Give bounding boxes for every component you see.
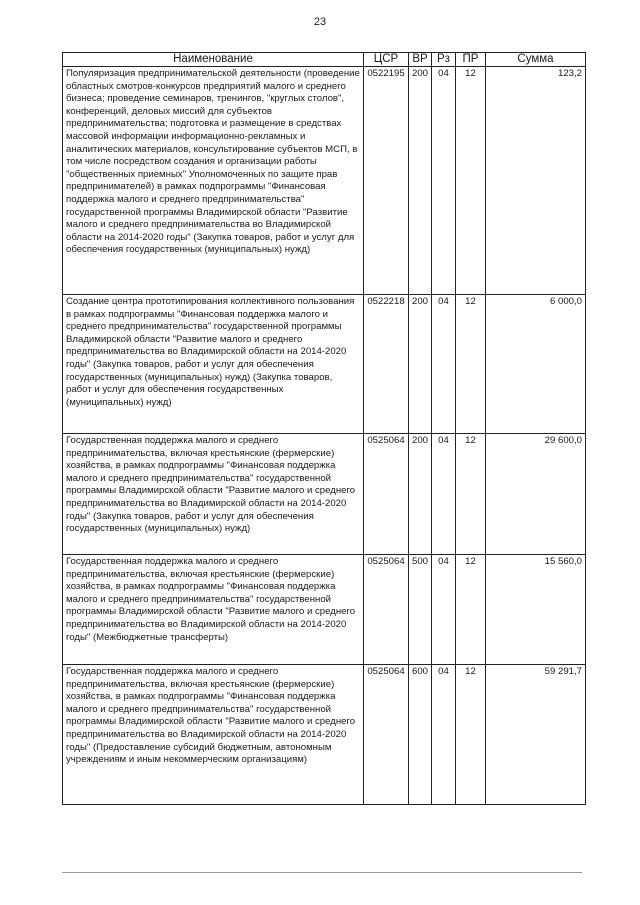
row-sum: 15 560,0: [486, 555, 586, 665]
table-row: [63, 295, 586, 434]
header-pr: ПР: [456, 53, 486, 67]
header-csr: ЦСР: [364, 53, 409, 67]
row-sum: 59 291,7: [486, 665, 586, 805]
row-sum: 123,2: [486, 67, 586, 295]
row-csr: 0525064: [364, 434, 409, 555]
row-name: Государственная поддержка малого и среднего предпринимательства, включая крестьянские (фермерские) хозяйства, в рамках подпрограммы "Финансовая поддержка малого и среднего предпринимательства" государственной программы Владимирской области "Развитие малого и среднего предпринимательства во Владимирской области на 2014-2020 годы" (Закупка товаров, работ и услуг для обеспечения государственных (муниципальных) нужд): [63, 434, 364, 555]
row-vr: 200: [409, 67, 432, 295]
row-name: Создание центра прототипирования коллективного пользования в рамках подпрограммы "Финансовая поддержка малого и среднего предпринимательства" государственной программы Владимирской области "Развитие малого и среднего предпринимательства во Владимирской области на 2014-2020 годы" (Закупка товаров, работ и услуг для обеспечения государственных (муниципальных) нужд) (Закупка товаров, работ и услуг для обеспечения государственных (муниципальных) нужд): [63, 295, 364, 434]
row-name: Государственная поддержка малого и среднего предпринимательства, включая крестьянские (фермерские) хозяйства, в рамках подпрограммы "Финансовая поддержка малого и среднего предпринимательства" государственной программы Владимирской области "Развитие малого и среднего предпринимательства во Владимирской области на 2014-2020 годы" (Предоставление субсидий бюджетным, автономным учреждениям и иным некоммерческим организациям): [63, 665, 364, 805]
row-csr: 0522218: [364, 295, 409, 434]
header-name: Наименование: [63, 53, 364, 67]
table-row: [63, 555, 586, 665]
row-vr: 200: [409, 295, 432, 434]
row-name: Популяризация предпринимательской деятельности (проведение областных смотров-конкурсов предприятий малого и среднего бизнеса; проведение семинаров, тренингов, "круглых столов", конференций, деловых миссий для субъектов предпринимательства; подготовка и размещение в средствах массовой информации информационно-рекламных и аналитических материалов, консультирование субъектов МСП, в том числе посредством создания и организации работы "общественных приемных" Уполномоченных по защите прав предпринимателей) в рамках подпрограммы "Финансовая поддержка малого и среднего предпринимательства" государственной программы Владимирской области "Развитие малого и среднего предпринимательства во Владимирской области на 2014-2020 годы" (Закупка товаров, работ и услуг для обеспечения государственных (муниципальных) нужд): [63, 67, 364, 295]
budget-table: [62, 52, 586, 805]
row-pr: 12: [456, 665, 486, 805]
header-sum: Сумма: [486, 53, 586, 67]
header-vr: ВР: [409, 53, 432, 67]
row-name: Государственная поддержка малого и среднего предпринимательства, включая крестьянские (фермерские) хозяйства, в рамках подпрограммы "Финансовая поддержка малого и среднего предпринимательства" государственной программы Владимирской области "Развитие малого и среднего предпринимательства во Владимирской области на 2014-2020 годы" (Межбюджетные трансферты): [63, 555, 364, 665]
row-pr: 12: [456, 434, 486, 555]
header-rz: Рз: [432, 53, 456, 67]
page-bottom-rule: [62, 872, 582, 873]
row-csr: 0522195: [364, 67, 409, 295]
row-rz: 04: [432, 67, 456, 295]
row-rz: 04: [432, 295, 456, 434]
row-vr: 500: [409, 555, 432, 665]
row-vr: 200: [409, 434, 432, 555]
table-row: [63, 434, 586, 555]
row-rz: 04: [432, 555, 456, 665]
row-rz: 04: [432, 434, 456, 555]
row-rz: 04: [432, 665, 456, 805]
row-vr: 600: [409, 665, 432, 805]
row-sum: 6 000,0: [486, 295, 586, 434]
table-row: [63, 67, 586, 295]
row-pr: 12: [456, 295, 486, 434]
row-pr: 12: [456, 555, 486, 665]
table-row: [63, 665, 586, 805]
row-csr: 0525064: [364, 555, 409, 665]
row-sum: 29 600,0: [486, 434, 586, 555]
row-csr: 0525064: [364, 665, 409, 805]
page-number: 23: [313, 16, 327, 28]
table-header-row: [63, 53, 586, 67]
row-pr: 12: [456, 67, 486, 295]
